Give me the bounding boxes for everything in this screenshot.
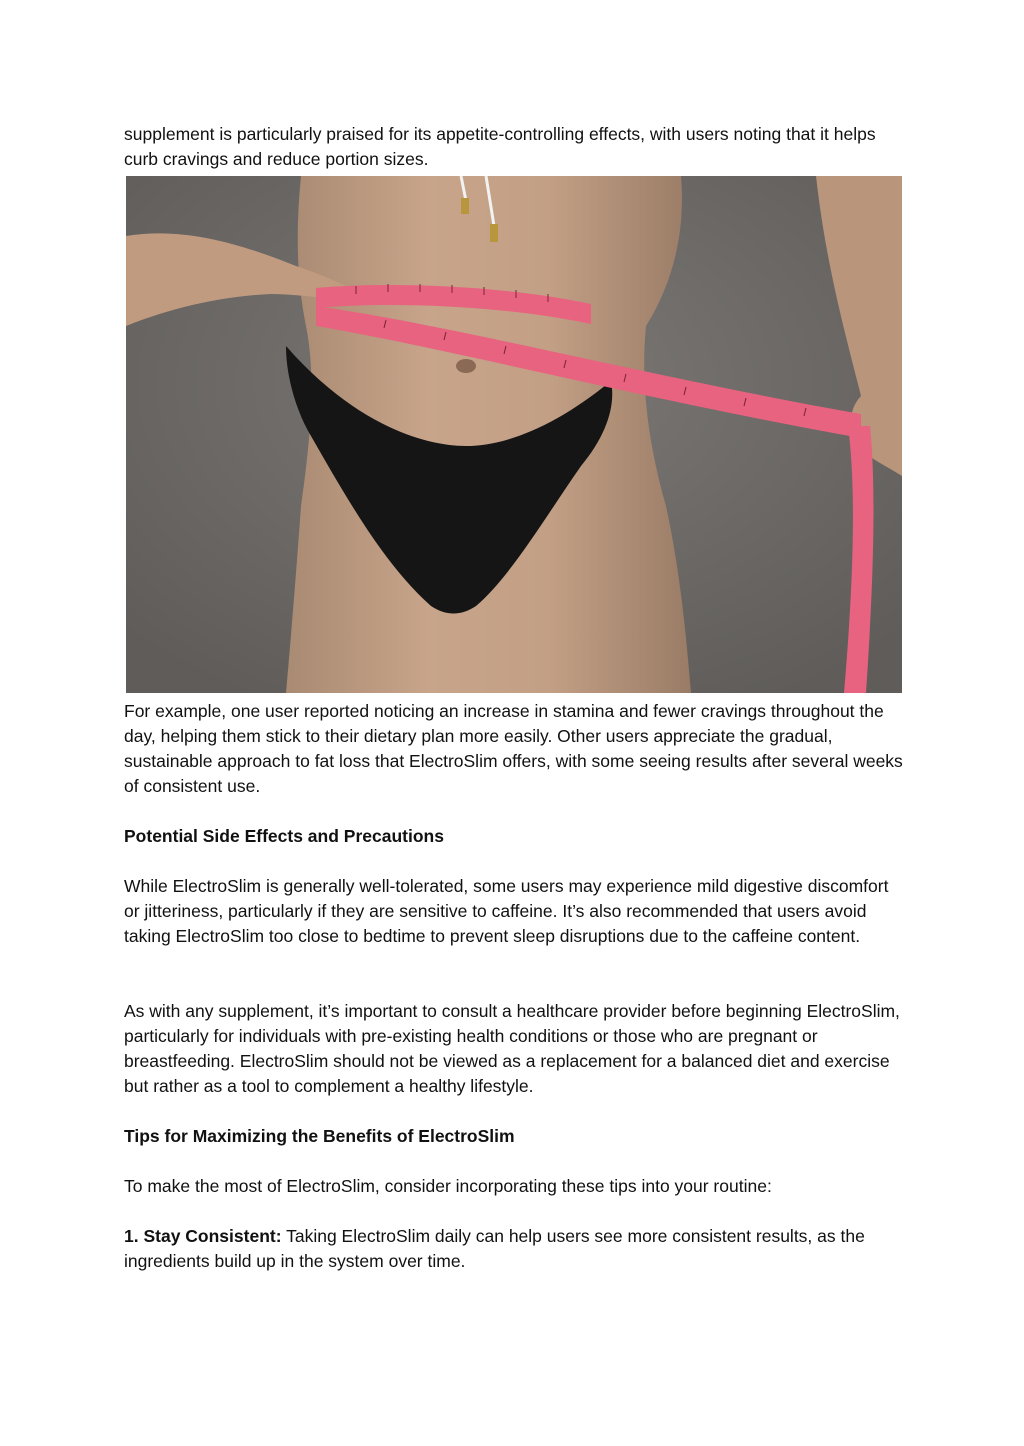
consult-paragraph: As with any supplement, it’s important to consult a healthcare provider before beginning ElectroSlim, particularly for individuals with pre-existing health conditions or those who are pregnant or breastfeeding. ElectroSlim should not be viewed as a replacement for a balanced diet and exercise but rather as a tool to complement a healthy lifestyle. xyxy=(124,1001,900,1096)
tips-intro: To make the most of ElectroSlim, consider incorporating these tips into your routine: xyxy=(124,1176,772,1196)
intro-paragraph: supplement is particularly praised for its appetite-controlling effects, with users noting that it helps curb cravings and reduce portion sizes. xyxy=(124,124,876,169)
tip-1-label: 1. Stay Consistent: xyxy=(124,1226,282,1246)
tips-heading: Tips for Maximizing the Benefits of ElectroSlim xyxy=(124,1126,515,1146)
tip-1-paragraph xyxy=(124,1224,904,1274)
side-effects-heading: Potential Side Effects and Precautions xyxy=(124,826,444,846)
measuring-tape-waist-photo xyxy=(126,176,902,693)
example-paragraph: For example, one user reported noticing an increase in stamina and fewer cravings throughout the day, helping them stick to their dietary plan more easily. Other users appreciate the gradual, sustainable approach to fat loss that ElectroSlim offers, with some seeing results after several weeks of consistent use. xyxy=(124,701,903,796)
side-effects-paragraph: While ElectroSlim is generally well-tolerated, some users may experience mild digestive discomfort or jitteriness, particularly if they are sensitive to caffeine. It’s also recommended that users avoid taking ElectroSlim too close to bedtime to prevent sleep disruptions due to the caffeine content. xyxy=(124,876,889,946)
tip-1-text: Taking ElectroSlim daily can help users see more consistent results, as the ingredients build up in the system over time. xyxy=(124,1226,865,1271)
